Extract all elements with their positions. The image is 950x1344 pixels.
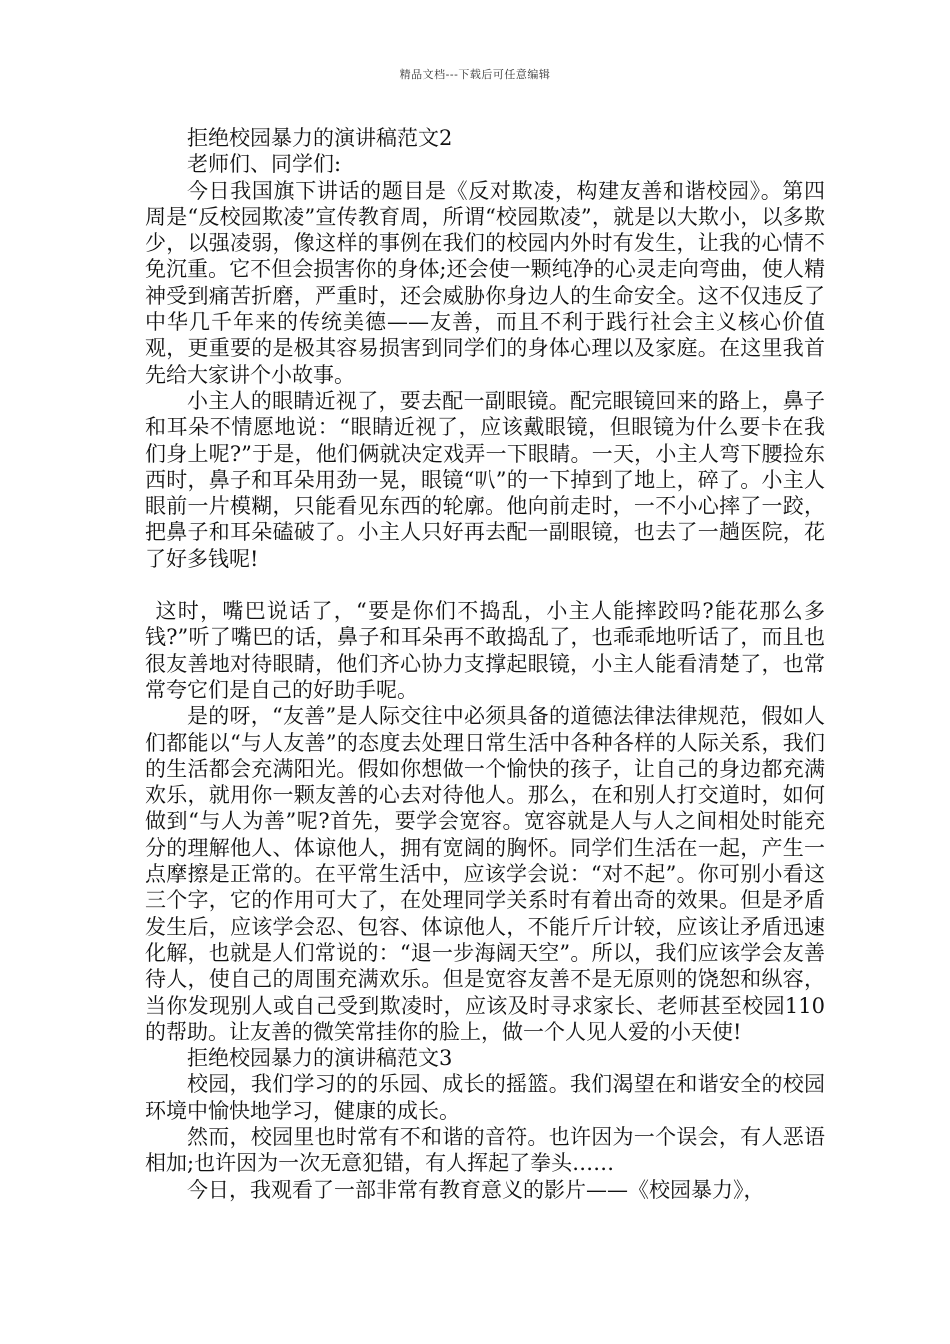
paragraph-today: 今日，我观看了一部非常有教育意义的影片——《校园暴力》， (187, 1177, 765, 1202)
paragraph-mouth: 这时，嘴巴说话了，“要是你们不捣乱，小主人能摔跤吗?能花那么多钱?”听了嘴巴的话，鼻子和耳朵再不敢捣乱了，也乖乖地听话了，而且也很友善地对待眼睛，他们齐心协力支撑起眼镜，小主人能看清楚了，也常常夸它们是自己的好助手呢。 (145, 599, 825, 702)
greeting: 老师们、同学们: (187, 152, 342, 177)
paragraph-however: 然而，校园里也时常有不和谐的音符。也许因为一个误会，有人恶语相加;也许因为一次无意犯错，有人挥起了拳头…… (145, 1124, 825, 1176)
speech-title-2: 拒绝校园暴力的演讲稿范文2 (187, 126, 453, 150)
speech-title-3: 拒绝校园暴力的演讲稿范文3 (187, 1046, 453, 1071)
page-header: 精品文档---下载后可任意编辑 (399, 68, 551, 81)
document-body (145, 125, 825, 1203)
paragraph-friendly: 是的呀，“友善”是人际交往中必须具备的道德法律法律规范，假如人们都能以“与人友善”的态度去处理日常生活中各种各样的人际关系，我们的生活都会充满阳光。假如你想做一个愉快的孩子，让自己的身边都充满欢乐，就用你一颗友善的心去对待他人。那么，在和别人打交道时，如何做到“与人为善”呢?首先，要学会宽容。宽容就是人与人之间相处时能充分的理解他人、体谅他人，拥有宽阔的胸怀。同学们生活在一起，产生一点摩擦是正常的。在平常生活中，应该学会说：“对不起”。你可别小看这三个字，它的作用可大了，在处理同学关系时有着出奇的效果。但是矛盾发生后，应该学会忍、包容、体谅他人，不能斤斤计较，应该让矛盾迅速化解，也就是人们常说的：“退一步海阔天空”。所以，我们应该学会友善待人，使自己的周围充满欢乐。但是宽容友善不是无原则的饶恕和纵容，当你发现别人或自己受到欺凌时，应该及时寻求家长、老师甚至校园110的帮助。让友善的微笑常挂你的脸上，做一个人见人爱的小天使! (145, 704, 825, 1044)
paragraph-campus: 校园，我们学习的的乐园、成长的摇篮。我们渴望在和谐安全的校园环境中愉快地学习，健康的成长。 (145, 1072, 825, 1123)
paragraph-intro: 今日我国旗下讲话的题目是《反对欺凌，构建友善和谐校园》。第四周是“反校园欺凌”宣传教育周，所谓“校园欺凌”，就是以大欺小，以多欺少，以强凌弱，像这样的事例在我们的校园内外时有发生，让我的心情不免沉重。它不但会损害你的身体;还会使一颗纯净的心灵走向弯曲，使人精神受到痛苦折磨，严重时，还会威胁你身边人的生命安全。这不仅违反了中华几千年来的传统美德——友善，而且不利于践行社会主义核心价值观，更重要的是极其容易损害到同学们的身体心理以及家庭。在这里我首先给大家讲个小故事。 (145, 178, 825, 387)
paragraph-story: 小主人的眼睛近视了，要去配一副眼镜。配完眼镜回来的路上，鼻子和耳朵不情愿地说：“眼睛近视了，应该戴眼镜，但眼镜为什么要卡在我们身上呢?”于是，他们俩就决定戏弄一下眼睛。一天，小主人弯下腰捡东西时，鼻子和耳朵用劲一晃，眼镜“叭”的一下掉到了地上，碎了。小主人眼前一片模糊，只能看见东西的轮廓。他向前走时，一不小心摔了一跤，把鼻子和耳朵磕破了。小主人只好再去配一副眼镜，也去了一趟医院，花了好多钱呢! (145, 388, 825, 571)
